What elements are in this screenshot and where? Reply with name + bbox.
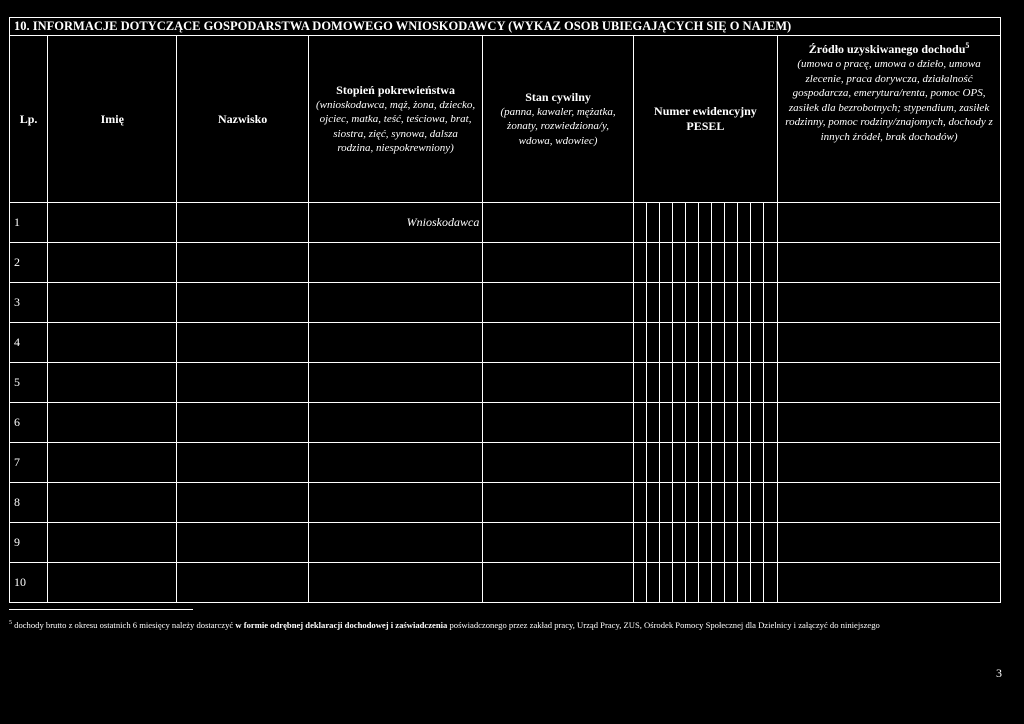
household-table [9,17,1001,603]
pesel-digit-field[interactable] [685,443,698,483]
zrodlo-dochodu-field[interactable] [778,363,1001,403]
pesel-digit-field[interactable] [633,283,646,323]
stopien-field[interactable] [308,523,483,563]
pesel-digit-field[interactable] [698,563,711,603]
pesel-digit-field[interactable] [724,483,737,523]
pesel-digit-field[interactable] [646,203,659,243]
header-lp: Lp. [10,36,48,203]
table-row [10,203,1001,243]
pesel-digit-field[interactable] [659,283,672,323]
header-stopien [308,36,483,203]
zrodlo-dochodu-field[interactable] [778,483,1001,523]
pesel-digit-field[interactable] [711,563,724,603]
pesel-digit-field[interactable] [751,403,764,443]
table-row [10,563,1001,603]
pesel-digit-field[interactable] [646,363,659,403]
pesel-digit-field[interactable] [659,483,672,523]
zrodlo-dochodu-field[interactable] [778,563,1001,603]
pesel-digit-field[interactable] [764,283,778,323]
pesel-digit-field[interactable] [672,363,685,403]
imie-field[interactable] [48,483,177,523]
pesel-digit-field[interactable] [764,523,778,563]
pesel-digit-field[interactable] [738,563,751,603]
zrodlo-dochodu-field[interactable] [778,403,1001,443]
stan-cywilny-field[interactable] [483,323,633,363]
pesel-digit-field[interactable] [751,563,764,603]
pesel-digit-field[interactable] [724,403,737,443]
imie-field[interactable] [48,323,177,363]
table-row [10,523,1001,563]
pesel-digit-field[interactable] [724,523,737,563]
pesel-digit-field[interactable] [764,563,778,603]
row-number: 4 [10,323,48,363]
table-row [10,283,1001,323]
pesel-digit-field[interactable] [672,563,685,603]
pesel-digit-field[interactable] [711,483,724,523]
pesel-digit-field[interactable] [738,363,751,403]
pesel-digit-field[interactable] [633,523,646,563]
pesel-digit-field[interactable] [711,403,724,443]
pesel-digit-field[interactable] [633,203,646,243]
pesel-digit-field[interactable] [724,563,737,603]
pesel-digit-field[interactable] [764,483,778,523]
pesel-digit-field[interactable] [685,323,698,363]
header-nazwisko: Nazwisko [177,36,308,203]
row-number: 3 [10,283,48,323]
pesel-digit-field[interactable] [711,363,724,403]
stopien-field[interactable] [308,563,483,603]
header-zrodlo [778,36,1001,203]
header-pesel-line1: Numer ewidencyjny [654,104,757,118]
nazwisko-field[interactable] [177,323,308,363]
pesel-digit-field[interactable] [698,403,711,443]
pesel-digit-field[interactable] [659,563,672,603]
pesel-digit-field[interactable] [659,403,672,443]
pesel-digit-field[interactable] [685,523,698,563]
imie-field[interactable] [48,563,177,603]
row-number: 9 [10,523,48,563]
table-body [10,203,1001,603]
stan-cywilny-field[interactable] [483,243,633,283]
footnote-text-1: dochody brutto z okresu ostatnich 6 miesięcy należy dostarczyć [12,619,236,630]
stan-cywilny-field[interactable] [483,483,633,523]
pesel-digit-field[interactable] [685,203,698,243]
row-number: 1 [10,203,48,243]
nazwisko-field[interactable] [177,203,308,243]
imie-field[interactable] [48,523,177,563]
footnote-text-bold: w formie odrębnej deklaracji dochodowej i zaświadczenia [235,619,448,630]
pesel-digit-field[interactable] [672,203,685,243]
pesel-digit-field[interactable] [659,323,672,363]
row-number: 7 [10,443,48,483]
zrodlo-dochodu-field[interactable] [778,443,1001,483]
pesel-digit-field[interactable] [711,443,724,483]
pesel-digit-field[interactable] [672,243,685,283]
pesel-digit-field[interactable] [751,483,764,523]
nazwisko-field[interactable] [177,523,308,563]
pesel-digit-field[interactable] [751,323,764,363]
row-number: 2 [10,243,48,283]
pesel-digit-field[interactable] [738,523,751,563]
pesel-digit-field[interactable] [685,563,698,603]
stopien-field[interactable] [308,363,483,403]
table-row [10,483,1001,523]
pesel-digit-field[interactable] [724,363,737,403]
header-stopien-desc: (wnioskodawca, mąż, żona, dziecko, ojciec, matka, teść, teściowa, brat, siostra, zięć, synowa, dalsza rodzina, niespokrewniony) [315,98,476,154]
stan-cywilny-field[interactable] [483,523,633,563]
header-stan-desc: (panna, kawaler, mężatka, żonaty, rozwiedziona/y, wdowa, wdowiec) [500,105,616,147]
nazwisko-field[interactable] [177,363,308,403]
pesel-digit-field[interactable] [685,283,698,323]
pesel-digit-field[interactable] [633,363,646,403]
pesel-digit-field[interactable] [764,443,778,483]
pesel-digit-field[interactable] [698,243,711,283]
table-row [10,323,1001,363]
pesel-digit-field[interactable] [764,403,778,443]
stan-cywilny-field[interactable] [483,203,633,243]
pesel-digit-field[interactable] [751,203,764,243]
stan-cywilny-field[interactable] [483,563,633,603]
table-row [10,443,1001,483]
pesel-digit-field[interactable] [751,443,764,483]
pesel-digit-field[interactable] [646,443,659,483]
pesel-digit-field[interactable] [659,203,672,243]
pesel-digit-field[interactable] [751,283,764,323]
stopien-field[interactable] [308,323,483,363]
imie-field[interactable] [48,203,177,243]
zrodlo-dochodu-field[interactable] [778,203,1001,243]
pesel-digit-field[interactable] [659,523,672,563]
table-row [10,243,1001,283]
pesel-digit-field[interactable] [685,243,698,283]
footnote-ref: 5 [965,41,970,50]
pesel-digit-field[interactable] [764,203,778,243]
nazwisko-field[interactable] [177,403,308,443]
pesel-digit-field[interactable] [633,483,646,523]
row-number: 10 [10,563,48,603]
pesel-digit-field[interactable] [764,323,778,363]
pesel-digit-field[interactable] [724,443,737,483]
header-zrodlo-desc: (umowa o pracę, umowa o dzieło, umowa zlecenie, praca dorywcza, działalność gospodarcza, emerytura/renta, pomoc OPS, zasiłek dla bezrobotnych; stypendium, zasiłek rodzinny, pomoc rodziny/znajomych, dochody z innych źródeł, brak dochodów) [785,58,993,143]
pesel-digit-field[interactable] [698,523,711,563]
pesel-digit-field[interactable] [633,243,646,283]
footnote-divider [9,609,193,610]
pesel-digit-field[interactable] [738,483,751,523]
pesel-digit-field[interactable] [738,203,751,243]
stan-cywilny-field[interactable] [483,443,633,483]
header-stopien-title: Stopień pokrewieństwa [336,82,455,97]
page-number: 3 [996,666,1002,680]
pesel-digit-field[interactable] [698,283,711,323]
pesel-digit-field[interactable] [751,523,764,563]
pesel-digit-field[interactable] [672,283,685,323]
pesel-digit-field[interactable] [633,443,646,483]
row-number: 5 [10,363,48,403]
footnote [9,617,1019,631]
pesel-digit-field[interactable] [646,323,659,363]
stopien-field[interactable] [308,283,483,323]
pesel-digit-field[interactable] [646,483,659,523]
header-pesel [633,36,777,203]
zrodlo-dochodu-field[interactable] [778,523,1001,563]
pesel-digit-field[interactable] [685,483,698,523]
nazwisko-field[interactable] [177,443,308,483]
pesel-digit-field[interactable] [672,523,685,563]
table-row [10,403,1001,443]
pesel-digit-field[interactable] [738,443,751,483]
pesel-digit-field[interactable] [672,403,685,443]
header-pesel-line2: PESEL [686,119,725,133]
pesel-digit-field[interactable] [738,283,751,323]
pesel-digit-field[interactable] [738,243,751,283]
zrodlo-dochodu-field[interactable] [778,243,1001,283]
nazwisko-field[interactable] [177,483,308,523]
pesel-digit-field[interactable] [751,363,764,403]
pesel-digit-field[interactable] [698,203,711,243]
imie-field[interactable] [48,443,177,483]
header-imie: Imię [48,36,177,203]
pesel-digit-field[interactable] [633,323,646,363]
pesel-digit-field[interactable] [672,443,685,483]
footnote-marker: 5 [9,620,12,626]
pesel-digit-field[interactable] [659,243,672,283]
stan-cywilny-field[interactable] [483,403,633,443]
pesel-digit-field[interactable] [633,563,646,603]
pesel-digit-field[interactable] [672,483,685,523]
pesel-digit-field[interactable] [738,403,751,443]
pesel-digit-field[interactable] [646,523,659,563]
stopien-field[interactable] [308,483,483,523]
header-zrodlo-title: Źródło uzyskiwanego dochodu$^5$ [808,41,970,56]
zrodlo-dochodu-field[interactable] [778,283,1001,323]
stopien-field[interactable] [308,443,483,483]
imie-field[interactable] [48,403,177,443]
table-row [10,363,1001,403]
header-stan [483,36,633,203]
pesel-digit-field[interactable] [711,523,724,563]
pesel-digit-field[interactable] [698,323,711,363]
pesel-digit-field[interactable] [711,283,724,323]
stopien-field[interactable]: Wnioskodawca [308,203,483,243]
pesel-digit-field[interactable] [764,363,778,403]
pesel-digit-field[interactable] [738,323,751,363]
pesel-digit-field[interactable] [659,443,672,483]
pesel-digit-field[interactable] [685,363,698,403]
pesel-digit-field[interactable] [711,203,724,243]
pesel-digit-field[interactable] [646,563,659,603]
header-stan-title: Stan cywilny [525,89,591,104]
pesel-digit-field[interactable] [711,323,724,363]
pesel-digit-field[interactable] [698,483,711,523]
pesel-digit-field[interactable] [751,243,764,283]
pesel-digit-field[interactable] [724,283,737,323]
pesel-digit-field[interactable] [646,283,659,323]
zrodlo-dochodu-field[interactable] [778,323,1001,363]
imie-field[interactable] [48,283,177,323]
pesel-digit-field[interactable] [724,323,737,363]
stopien-field[interactable] [308,403,483,443]
row-number: 6 [10,403,48,443]
stopien-field[interactable] [308,243,483,283]
pesel-digit-field[interactable] [646,403,659,443]
stan-cywilny-field[interactable] [483,363,633,403]
pesel-digit-field[interactable] [711,243,724,283]
pesel-digit-field[interactable] [764,243,778,283]
pesel-digit-field[interactable] [672,323,685,363]
imie-field[interactable] [48,243,177,283]
pesel-digit-field[interactable] [646,243,659,283]
imie-field[interactable] [48,363,177,403]
nazwisko-field[interactable] [177,243,308,283]
stan-cywilny-field[interactable] [483,283,633,323]
pesel-digit-field[interactable] [633,403,646,443]
section-title: 10. INFORMACJE DOTYCZĄCE GOSPODARSTWA DOMOWEGO WNIOSKODAWCY (WYKAZ OSOB UBIEGAJĄCYCH SIĘ O NAJEM) [10,18,1001,36]
pesel-digit-field[interactable] [659,363,672,403]
row-number: 8 [10,483,48,523]
pesel-digit-field[interactable] [724,243,737,283]
nazwisko-field[interactable] [177,563,308,603]
pesel-digit-field[interactable] [698,443,711,483]
nazwisko-field[interactable] [177,283,308,323]
pesel-digit-field[interactable] [698,363,711,403]
footnote-text-2: poświadczonego przez zakład pracy, Urząd Pracy, ZUS, Ośrodek Pomocy Społecznej dla Dzielnicy i załączyć do niniejszego [447,619,880,630]
pesel-digit-field[interactable] [685,403,698,443]
pesel-digit-field[interactable] [724,203,737,243]
